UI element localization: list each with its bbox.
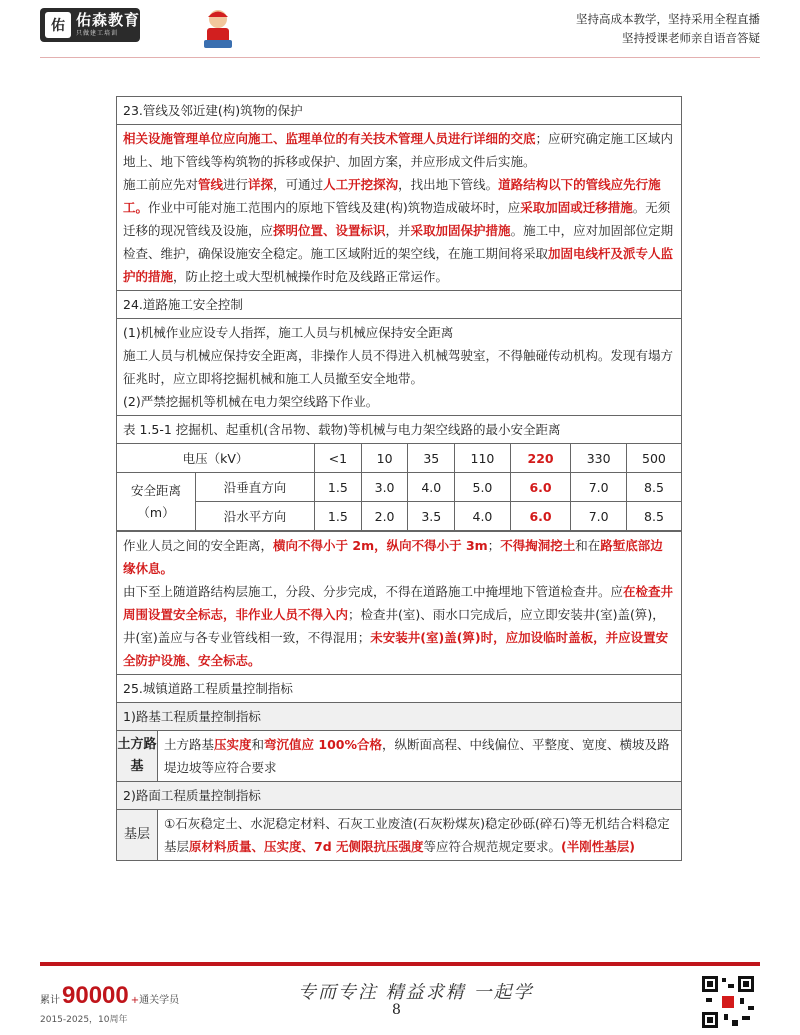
section-23-title: 23.管线及邻近建(构)筑物的保护: [117, 97, 681, 125]
stat-count: 90000: [62, 982, 129, 1009]
table-cell: 220: [510, 444, 571, 473]
paragraph: 施工人员与机械应保持安全距离，非操作人员不得进入机械驾驶室，不得触碰传动机构。发现有塌方征兆时，应立即将挖掘机械和施工人员撤至安全地带。: [123, 348, 674, 386]
safe-distance-label: 安全距离 （m）: [117, 473, 196, 531]
footer-bar: [40, 962, 760, 966]
page-number: 8: [392, 1002, 401, 1018]
earth-subgrade-text: 土方路基压实度和弯沉值应 100%合格，纵断面高程、中线偏位、平整度、宽度、横坡及路堤边坡等应符合要求: [164, 737, 670, 775]
section-23-body: [117, 125, 681, 291]
table-row: [117, 502, 681, 531]
table-cell: 10: [361, 444, 408, 473]
subsection-title: 1)路基工程质量控制指标: [117, 703, 681, 731]
table-cell: 500: [626, 444, 681, 473]
base-layer-label: 基层: [117, 810, 158, 860]
base-layer-text: ①石灰稳定土、水泥稳定材料、石灰工业废渣(石灰粉煤灰)稳定砂砾(碎石)等无机结合料稳定基层原材料质量、压实度、7d 无侧限抗压强度等应符合规范规定要求。(半刚性基层): [164, 816, 670, 854]
table-cell: 3.0: [361, 473, 408, 502]
logo-subtitle: 只做建工培训: [76, 30, 119, 37]
table-cell: <1: [315, 444, 362, 473]
safety-distance-table: [117, 444, 681, 532]
header-slogans: [576, 10, 760, 48]
stat-prefix: 累计: [40, 995, 60, 1006]
slogan-line-1: 坚持高成本教学，坚持采用全程直播: [576, 12, 760, 26]
paragraph: 由下至上随道路结构层施工，分段、分步完成，不得在道路施工中掩埋地下管道检查井。应在检查井周围设置安全标志，非作业人员不得入内；检查井(室)、雨水口完成后，应立即安装井(室)盖(箅)，井(室)盖应与各专业管线相一致，不得混用；未安装井(室)盖(箅)时，应加设临时盖板，并应设置安全防护设施、安全标志。: [123, 584, 674, 668]
table-cell: 8.5: [626, 502, 681, 531]
years-text: 2015-2025，10周年: [40, 1015, 128, 1025]
section-24-extra: [117, 532, 681, 675]
table-cell: 2.0: [361, 502, 408, 531]
table-cell: 4.0: [455, 502, 511, 531]
signature: 专而专注 精益求精 一起学: [298, 982, 534, 1003]
base-layer-row: [117, 810, 681, 861]
earth-subgrade-label: 土方路基: [117, 731, 158, 781]
table-cell: 7.0: [571, 473, 627, 502]
footer-stats: [40, 982, 179, 1025]
table-cell: 6.0: [510, 473, 571, 502]
table-cell: 1.5: [315, 502, 362, 531]
subsection-title: 2)路面工程质量控制指标: [117, 782, 681, 810]
horizontal-label: 沿水平方向: [196, 502, 315, 531]
table-cell: 8.5: [626, 473, 681, 502]
table-cell: 330: [571, 444, 627, 473]
header-divider: [40, 57, 760, 58]
voltage-header: 电压（kV）: [117, 444, 315, 473]
logo-mark: 佑: [45, 12, 71, 38]
stat-suffix: 通关学员: [139, 995, 180, 1006]
brand-logo: [40, 8, 140, 42]
section-25-title: 25.城镇道路工程质量控制指标: [117, 675, 681, 703]
logo-name: 佑森教育: [76, 11, 141, 29]
table-cell: 7.0: [571, 502, 627, 531]
section-24-title: 24.道路施工安全控制: [117, 291, 681, 319]
earth-subgrade-row: [117, 731, 681, 782]
table-cell: 4.0: [408, 473, 455, 502]
paragraph: 施工前应先对管线进行详探，可通过人工开挖探沟，找出地下管线。道路结构以下的管线应先行施工。作业中可能对施工范围内的原地下管线及建(构)筑物造成破坏时，应采取加固或迁移措施。无须迁移的现况管线及设施，应探明位置、设置标识，并采取加固保护措施。施工中，应对加固部位定期检查、维护，确保设施安全稳定。施工区域附近的架空线，在施工期间将采取加固电线杆及派专人监护的措施，防止挖土或大型机械操作时危及线路正常运作。: [123, 177, 674, 284]
slogan-line-2: 坚持授课老师亲自语音答疑: [622, 31, 760, 45]
table-cell: 1.5: [315, 473, 362, 502]
vertical-label: 沿垂直方向: [196, 473, 315, 502]
table-row: [117, 473, 681, 502]
table-cell: 35: [408, 444, 455, 473]
paragraph: 相关设施管理单位应向施工、监理单位的有关技术管理人员进行详细的交底；应研究确定施工区域内地上、地下管线等构筑物的拆移或保护、加固方案，并应形成文件后实施。: [123, 131, 674, 169]
table-cell: 110: [455, 444, 511, 473]
mascot-icon: [198, 6, 238, 50]
table-row: [117, 444, 681, 473]
table-cell: 6.0: [510, 502, 571, 531]
table-cell: 5.0: [455, 473, 511, 502]
section-24-body: [117, 319, 681, 416]
paragraph: 作业人员之间的安全距离，横向不得小于 2m，纵向不得小于 3m；不得掏洞挖土和在路堑底部边缘休息。: [123, 538, 663, 576]
table-cell: 3.5: [408, 502, 455, 531]
paragraph: (1)机械作业应设专人指挥，施工人员与机械应保持安全距离: [123, 325, 454, 340]
table-caption: 表 1.5-1 挖掘机、起重机(含吊物、载物)等机械与电力架空线路的最小安全距离: [117, 416, 681, 444]
stat-plus: +: [130, 995, 140, 1006]
content-table: [116, 96, 682, 861]
qr-code-icon: [700, 974, 756, 1030]
paragraph: (2)严禁挖掘机等机械在电力架空线路下作业。: [123, 394, 379, 409]
